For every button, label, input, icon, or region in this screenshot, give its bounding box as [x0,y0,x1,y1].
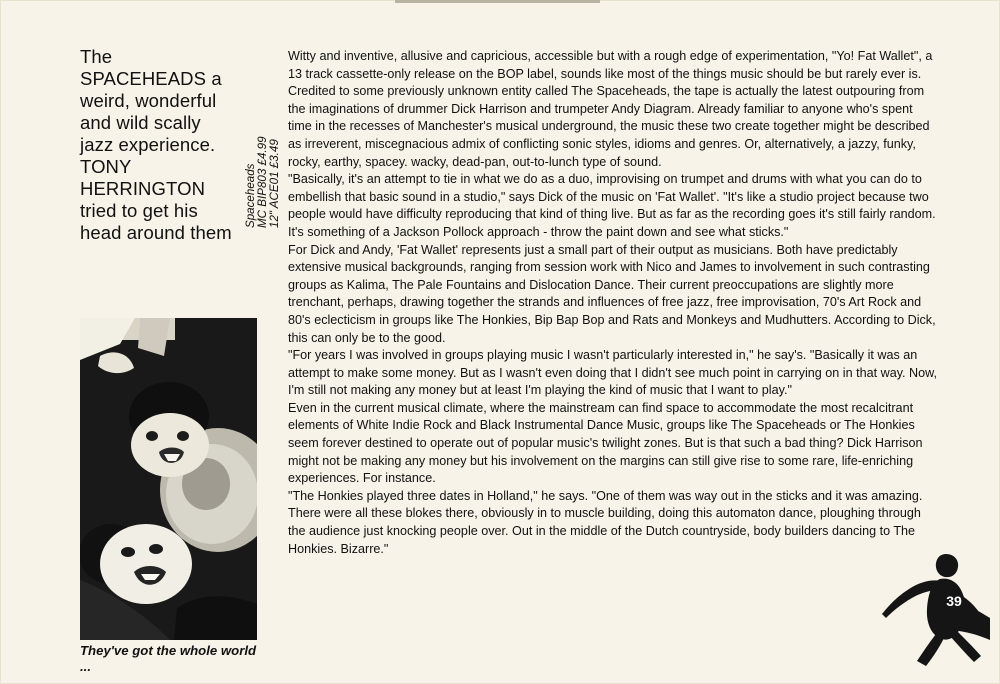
band-photo [80,318,257,640]
headline-line: and wild scally [80,112,201,133]
page-number: 39 [946,593,962,609]
top-binding-strip [395,0,600,3]
headline-line: weird, wonderful [80,90,217,111]
headline-line: head around them [80,222,232,243]
release-vinyl-price: 12" ACE01 £3.49 [268,139,281,228]
article-paragraph: "The Honkies played three dates in Holland," he says. "One of them was way out in the sticks and it was amazing. There were all these blokes there, obviously in to muscle building, doing this automaton dance, ploughing through the audience just knocking people over. Out in the middle of the Dutch countryside, body builders dancing to The Honkies. Bizarre." [288,488,923,556]
article-body [288,48,938,558]
release-details [245,116,282,228]
headline-line: jazz experience. [80,134,216,155]
release-title: Spaceheads [244,163,257,228]
article-paragraph: Credited to some previously unknown entity called The Spaceheads, the tape is actually the latest outpouring from the imaginations of drummer Dick Harrison and trumpeter Andy Diagram. Already familiar to anyone who's spent time in the recesses of Manchester's musical underground, the music these two create together might be described as irreverent, miscegnacious admix of conflicting sonic styles, idioms and genres. Or, alternatively, a jazzy, funky, rocky, earthy, spacey. wacky, dead-pan, out-to-lunch type of sound. [288,84,930,169]
headline-line: The [80,46,113,67]
band-photo-illustration [80,318,257,640]
article-paragraph: Even in the current musical climate, where the mainstream can find space to accommodate the most recalcitrant elements of White Indie Rock and Black Instrumental Dance Music, groups like The Spaceheads or The Honkies seem forever destined to operate out of popular music's twilight zones. But is that such a bad thing? Dick Harrison might not be making any money but his involvement on the margins can still give rise to some rare, life-enriching experiences. For instance. [288,400,923,486]
photo-caption: They've got the whole world ... [80,643,257,674]
article-paragraph: "Basically, it's an attempt to tie in what we do as a duo, improvising on trumpet and drums with what you can do to embellish that basic sound in a studio," says Dick of the music on 'Fat Wallet'. "It's like a studio project because two people would have difficulty reproducing that kind of thing live. But as far as the recording goes it's still fairly random. It's something of a Jackson Pollock approach - throw the paint down and see what sticks." [288,172,936,239]
headline [80,46,265,244]
dancing-figure-icon [882,548,990,670]
headline-line: tried to get his [80,200,198,221]
headline-line: TONY [80,156,132,177]
article-paragraph: "For years I was involved in groups playing music I wasn't particularly interested in," he say's. "Basically it was an attempt to make some money. But as I wasn't even doing that I didn't see much point in carrying on in that way. Now, I'm still not making any money but at least I'm playing the kind of music that I want to play." [288,348,938,398]
release-cassette-price: MC BIP803 £4.99 [256,136,269,228]
article-paragraph: Witty and inventive, allusive and capricious, accessible but with a rough edge of experimentation, "Yo! Fat Wallet", a 13 track cassette-only release on the BOP label, sounds like most of the things music should be but rarely ever is. [288,49,933,81]
article-paragraph: For Dick and Andy, 'Fat Wallet' represents just a small part of their output as musicians. Both have predictably extensive musical backgrounds, ranging from session work with Nico and James to involvement in such contrasting groups as Kalima, The Pale Fountains and Dislocation Dance. Their current preoccupations are slightly more trenchant, perhaps, drawing together the strands and influences of free jazz, free improvisation, 70's Art Rock and 80's eclecticism in groups like The Honkies, Bip Bap Bop and Rats and Monkeys and Mudhutters. According to Dick, this can only be to the good. [288,242,936,345]
headline-line: HERRINGTON [80,178,206,199]
headline-line: SPACEHEADS a [80,68,222,89]
